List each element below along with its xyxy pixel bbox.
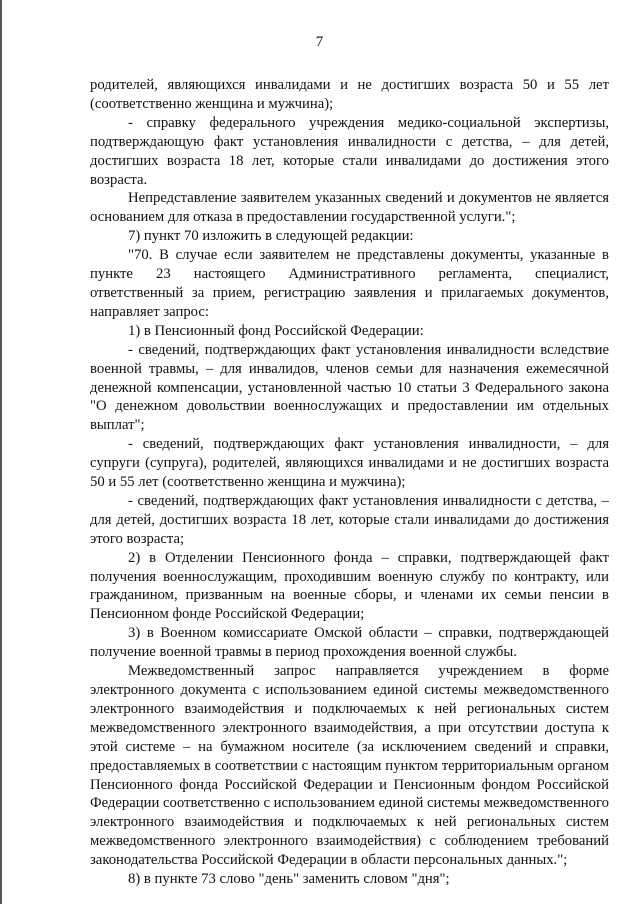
paragraph-point-70: "70. В случае если заявителем не представлены документы, указанные в пункте 23 настоящего Административного регламента, специалист, ответственный за прием, регистрацию заявления и прилагаемых документов, направляет запрос:	[90, 247, 609, 320]
paragraph-military-commissariat: 3) в Военном комиссариате Омской области – справки, подтверждающей получение военной травмы в период прохождения военной службы.	[90, 625, 609, 661]
paragraph-item-8: 8) в пункте 73 слово "день" заменить словом "дня";	[128, 871, 450, 888]
paragraph-pension-fund: 1) в Пенсионный фонд Российской Федерации:	[128, 322, 424, 339]
page-edge-shadow	[0, 0, 2, 904]
paragraph-military-trauma-info: - сведений, подтверждающих факт установления инвалидности вследствие военной травмы, – для инвалидов, членов семьи для назначения ежемесячной денежной компенсации, установленной частью 10 статьи 3 Федерального закона "О денежном довольствии военнослужащих и предоставлении им отдельных выплат";	[90, 341, 609, 434]
paragraph-spouse-parents-info: - сведений, подтверждающих факт установления инвалидности, – для супруги (супруга), родителей, являющихся инвалидами и не достигших возраста 50 и 55 лет (соответственно женщина и мужчина);	[90, 436, 609, 491]
page-number: 7	[315, 34, 324, 50]
paragraph-item-7: 7) пункт 70 изложить в следующей редакции:	[128, 228, 414, 245]
paragraph-continuation: родителей, являющихся инвалидами и не достигших возраста 50 и 55 лет (соответственно женщина и мужчина);	[90, 77, 609, 112]
paragraph-childhood-disability-info: - сведений, подтверждающих факт установления инвалидности с детства, – для детей, достигших возраста 18 лет, которые стали инвалидами до достижения этого возраста;	[90, 492, 609, 547]
paragraph-non-submission: Непредставление заявителем указанных сведений и документов не является основанием для отказа в предоставлении государственной услуги.";	[90, 190, 609, 226]
paragraph-pension-fund-branch: 2) в Отделении Пенсионного фонда – справки, подтверждающей факт получения военнослужащим, проходившим военную службу по контракту, или гражданином, призванным на военные сборы, и членами их семьи пенсии в Пенсионном фонде Российской Федерации;	[90, 549, 609, 623]
paragraph-interagency-request: Межведомственный запрос направляется учреждением в форме электронного документа с использованием единой системы межведомственного электронного взаимодействия и подключаемых к ней региональных систем межведомственного электронного взаимодействия, а при отсутствии доступа к этой системе – на бумажном носителе (за исключением сведений и справки, предоставляемых в соответствии с настоящим пунктом территориальным органом Пенсионного фонда Российской Федерации и Пенсионным фондом Российской Федерации соответственно с использованием единой системы межведомственного электронного взаимодействия и подключаемых к ней региональных систем межведомственного электронного взаимодействия) с соблюдением требований законодательства Российской Федерации в области персональных данных.";	[90, 663, 610, 869]
paragraph-disability-certificate: - справку федерального учреждения медико-социальной экспертизы, подтверждающую факт установления инвалидности с детства, – для детей, достигших возраста 18 лет, которые стали инвалидами до достижения этого возраста.	[90, 114, 609, 188]
document-body	[90, 76, 609, 889]
